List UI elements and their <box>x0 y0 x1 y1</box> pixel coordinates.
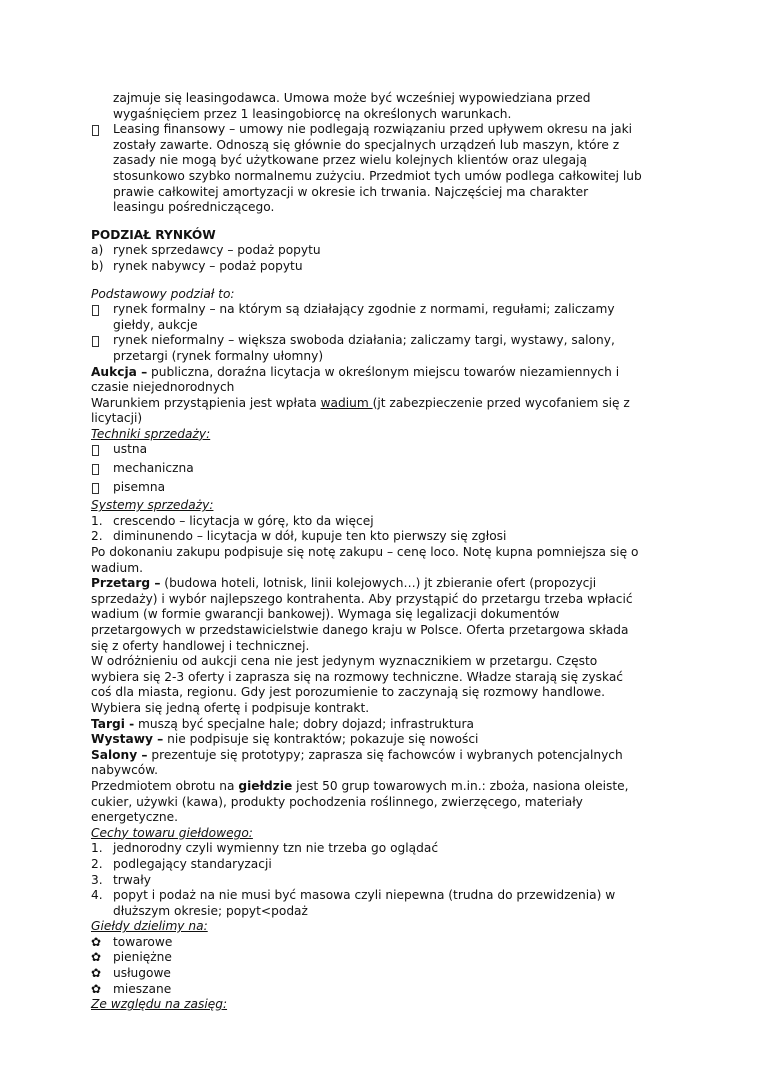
text-line: licytacji) <box>91 411 143 426</box>
section-heading-podzial: PODZIAŁ RYNKÓW <box>91 227 216 242</box>
list-item: a) rynek sprzedawcy – podaż popytu <box>91 243 321 258</box>
text-line: leasingu pośredniczącego. <box>113 200 275 215</box>
list-item: 1. crescendo – licytacja w górę, kto da więcej <box>91 513 374 528</box>
missing-glyph-bullet-icon <box>92 464 99 475</box>
text-line: wygaśnięciem przez 1 leasingobiorcę na określonych warunkach. <box>113 106 512 121</box>
list-item: ustna <box>91 442 663 461</box>
list-item: b) rynek nabywcy – podaż popytu <box>91 258 303 273</box>
flower-bullet-icon: ✿ <box>91 966 102 981</box>
list-item: pisemna <box>91 480 663 499</box>
list-item: ✿ mieszane <box>91 981 172 996</box>
list-item: ✿ pieniężne <box>91 950 172 965</box>
text-line: nabywców. <box>91 763 158 778</box>
subheading-gieldy: Giełdy dzielimy na: <box>91 919 208 934</box>
list-item: 3. trwały <box>91 872 151 887</box>
paragraph-wystawy: Wystawy – nie podpisuje się kontraktów; pokazuje się nowości <box>91 732 479 747</box>
text-line: zasady nie mogą być użytkowane przez wielu kolejnych klientów oraz ulegają <box>113 153 587 168</box>
paragraph-gielda: Przedmiotem obrotu na giełdzie jest 50 grup towarowych m.in.: zboża, nasiona oleiste, <box>91 778 629 793</box>
list-item: ✿ towarowe <box>91 934 173 949</box>
list-item: 4. popyt i podaż na nie musi być masowa czyli niepewna (trudna do przewidzenia) w dłuższym okresie; popyt<podaż <box>91 888 616 918</box>
list-item: 1. jednorodny czyli wymienny tzn nie trzeba go oglądać <box>91 841 439 856</box>
text-line: sprzedaży) i wybór najlepszego kontrahenta. Aby przystąpić do przetargu trzeba wpłacić <box>91 591 633 606</box>
flower-bullet-icon: ✿ <box>91 934 102 949</box>
list-item-rynek-nieformalny: rynek nieformalny – większa swoboda działania; zaliczamy targi, wystawy, salony, przetargi (rynek formalny ułomny) <box>91 333 663 364</box>
paragraph-przetarg: Przetarg – (budowa hoteli, lotnisk, linii kolejowych…) jt zbieranie ofert (propozycji <box>91 576 597 591</box>
text-line: przetargowych w przedstawicielstwie danego kraju w Polsce. Oferta przetargowa składa <box>91 623 629 637</box>
text-line: W odróżnieniu od aukcji cena nie jest jedynym wyznacznikiem w przetargu. Często <box>91 654 598 669</box>
text-line: wadium (w formie gwarancji bankowej). Wymaga się legalizacji dokumentów <box>91 607 560 622</box>
text-line: energetyczne. <box>91 810 178 825</box>
paragraph-salony: Salony – prezentuje się prototypy; zaprasza się fachowców i wybranych potencjalnych <box>91 747 623 762</box>
list-item: 2. podlegający standaryzacji <box>91 856 272 871</box>
text-line: zostały zawarte. Odnoszą się głównie do specjalnych urządzeń lub maszyn, które z <box>113 137 620 152</box>
text-line: Po dokonaniu zakupu podpisuje się notę zakupu – cenę loco. Notę kupna pomniejsza się o <box>91 545 639 560</box>
text-line: Wybiera się jedną ofertę i podpisuje kontrakt. <box>91 700 370 715</box>
paragraph-aukcja: Aukcja – publiczna, doraźna licytacja w określonym miejscu towarów niezamiennych i <box>91 364 620 379</box>
subheading-systemy: Systemy sprzedaży: <box>91 498 214 513</box>
text-line: cukier, używki (kawa), produkty pochodzenia roślinnego, zwierzęcego, materiały <box>91 794 583 809</box>
text-line: wadium. <box>91 560 144 575</box>
list-item-leasing-finansowy <box>91 122 663 216</box>
text-line: coś dla miasta, regionu. Gdy jest porozumienie to zaczynają się rozmowy handlowe. <box>91 685 605 700</box>
list-item: ✿ usługowe <box>91 966 171 981</box>
text-line: prawie całkowitej amortyzacji w okresie ich trwania. Najczęściej ma charakter <box>113 184 589 199</box>
document-page <box>91 91 663 1013</box>
text-line: Leasing finansowy – umowy nie podlegają rozwiązaniu przed upływem okresu na jaki <box>113 122 633 137</box>
subheading-techniki: Techniki sprzedaży: <box>91 426 211 441</box>
list-item-rynek-formalny: rynek formalny – na którym są działający zgodnie z normami, regułami; zaliczamy giełdy, aukcje <box>91 302 663 333</box>
text-line: stosunkowo szybko normalnemu zużyciu. Przedmiot tych umów podlega całkowitej lub <box>113 168 642 183</box>
missing-glyph-bullet-icon <box>92 305 99 316</box>
subheading-cechy: Cechy towaru giełdowego: <box>91 825 253 840</box>
text-line: czasie niejednorodnych <box>91 380 235 395</box>
missing-glyph-bullet-icon <box>92 483 99 494</box>
list-item: mechaniczna <box>91 461 663 480</box>
text-line: wybiera się 2-3 oferty i zaprasza się na rozmowy techniczne. Władze starają się zyskać <box>91 669 624 684</box>
paragraph-targi: Targi - muszą być specjalne hale; dobry dojazd; infrastruktura <box>91 716 474 731</box>
wadium-link: wadium <box>320 395 373 410</box>
flower-bullet-icon: ✿ <box>91 950 102 965</box>
missing-glyph-bullet-icon <box>92 336 99 347</box>
missing-glyph-bullet-icon <box>92 445 99 456</box>
missing-glyph-bullet-icon <box>92 125 99 136</box>
leasing-continuation <box>91 91 663 122</box>
flower-bullet-icon: ✿ <box>91 981 102 996</box>
text-line: się z oferty handlowej i technicznej. <box>91 638 310 653</box>
paragraph-wadium: Warunkiem przystąpienia jest wpłata wadium (jt zabezpieczenie przed wycofaniem się z <box>91 395 630 410</box>
list-item: 2. diminunendo – licytacja w dół, kupuje ten kto pierwszy się zgłosi <box>91 529 507 544</box>
subheading-zasieg: Ze względu na zasięg: <box>91 997 228 1012</box>
subheading-podstawowy: Podstawowy podział to: <box>91 286 235 301</box>
text-line: zajmuje się leasingodawca. Umowa może być wcześniej wypowiedziana przed <box>113 91 591 105</box>
